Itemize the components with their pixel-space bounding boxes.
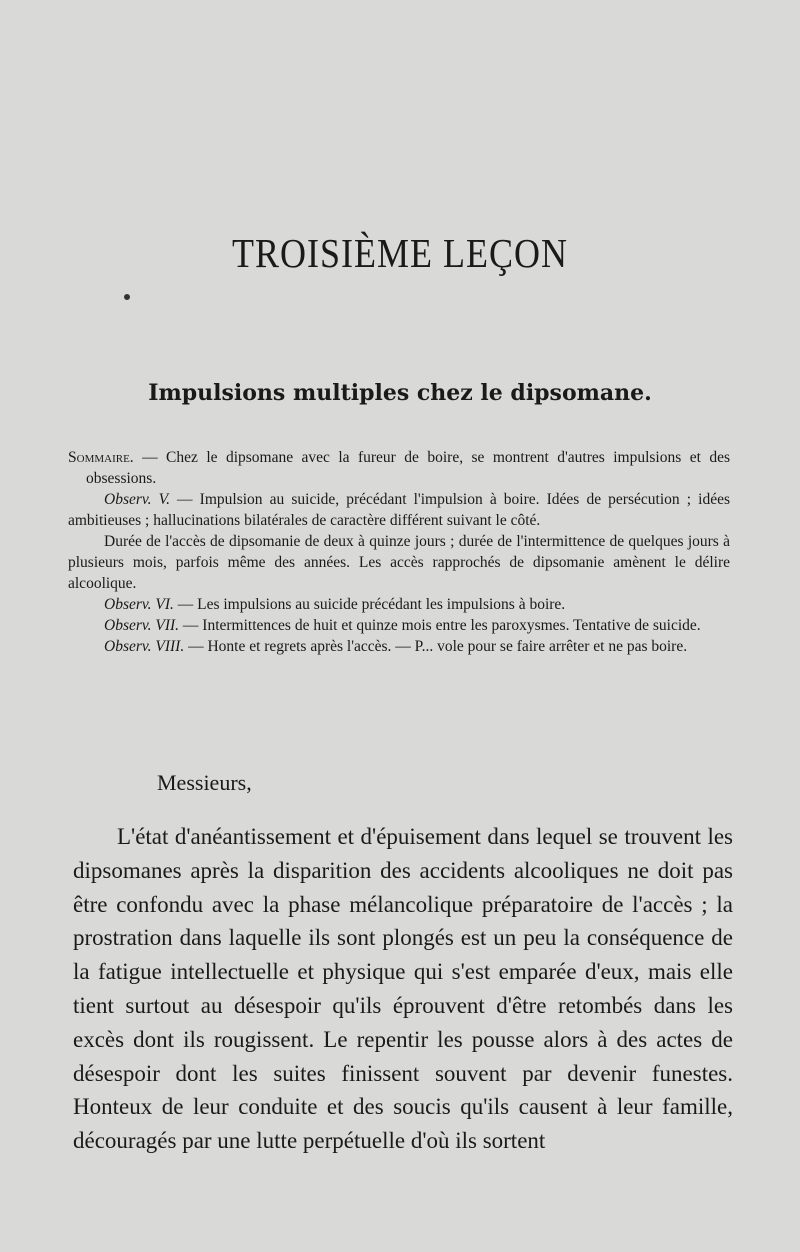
observation-text: — Honte et regrets après l'accès. — P... vole pour se faire arrêter et ne pas boire. [184,638,688,655]
observation-label: Observ. VII. [104,617,180,634]
salutation: Messieurs, [157,770,252,795]
observation-label: Observ. VIII. [104,638,185,655]
summary-intro [68,447,730,489]
summary-observation-5 [68,489,730,531]
chapter-title: TROISIÈME LEÇON [232,230,568,276]
summary-observation-6 [68,594,730,615]
body-paragraph: L'état d'anéantissement et d'épuisement dans lequel se trouvent les dipsomanes après la disparition des accidents alcooliques ne doit pas être confondu avec la phase mélancolique préparatoire de l'accès ; la prostration dans laquelle ils sont plongés est un peu la conséquence de la fatigue intellectuelle et physique qui s'est emparée d'eux, mais elle tient surtout au désespoir qu'ils éprouvent d'être retombés dans les excès dont ils rougissent. Le repentir les pousse alors à des actes de désespoir dont les suites finissent souvent par devenir funestes. Honteux de leur conduite et des soucis qu'ils causent à leur famille, découragés par une lutte perpétuelle d'où ils sortent [73,824,733,1154]
body-text [73,820,733,1158]
chapter-summary [68,447,730,657]
observation-text: — Intermittences de huit et quinze mois entre les paroxysmes. Tentative de suicide. [179,617,701,634]
summary-intro-text: — Chez le dipsomane avec la fureur de boire, se montrent d'autres impulsions et des obsessions. [86,449,730,487]
summary-observation-8 [68,636,730,657]
summary-duration: Durée de l'accès de dipsomanie de deux à quinze jours ; durée de l'intermittence de quelques jours à plusieurs mois, parfois même des années. Les accès rapprochés de dipsomanie amènent le délire alcoolique. [68,533,730,592]
observation-text: — Les impulsions au suicide précédant les impulsions à boire. [173,596,566,613]
chapter-subtitle: Impulsions multiples chez le dipsomane. [148,380,652,406]
ink-speck [124,294,130,300]
observation-label: Observ. VI. [104,596,174,613]
summary-observation-7 [68,615,730,636]
observation-text: — Impulsion au suicide, précédant l'impulsion à boire. Idées de persécution ; idées ambitieuses ; hallucinations bilatérales de caractère différent suivant le côté. [68,491,730,529]
observation-label: Observ. V. [104,491,170,508]
summary-label: Sommaire. [68,449,134,466]
